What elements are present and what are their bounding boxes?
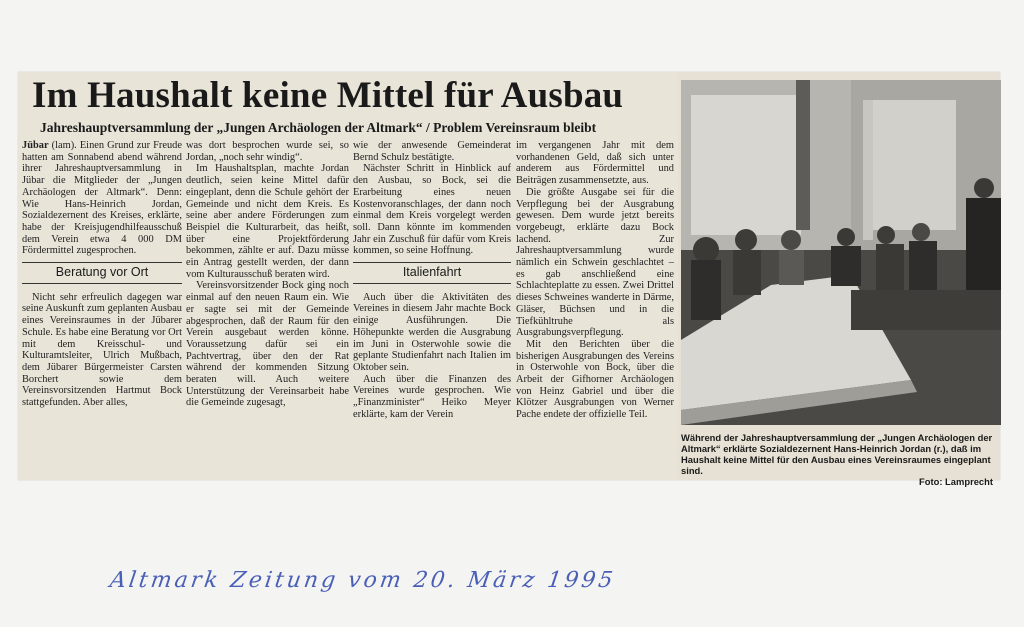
meeting-photo-drawing [681, 80, 1001, 425]
paragraph: im vergangenen Jahr mit dem vorhandenen Geld, daß sich unter anderem aus Fördermittel und Beiträgen zusammensetzte, aus. [516, 140, 674, 187]
photo-credit: Foto: Lamprecht [919, 476, 993, 487]
article-column-2 [186, 140, 349, 478]
paragraph: wie der anwesende Gemeinderat Bernd Schulz bestätigte. [353, 140, 511, 163]
paragraph: Mit den Berichten über die bisherigen Ausgrabungen des Vereins in Osterwohle von Bock, über die Arbeit der Gifhorner Archäologen von Heinz Gabriel und über die Klötzer Ausgrabungen von Werner Pache endete der offizielle Teil. [516, 338, 674, 421]
article-column-4 [516, 140, 674, 478]
article-column-1 [22, 140, 182, 478]
paragraph: Vereinsvorsitzender Bock ging noch einmal auf den neuen Raum ein. Wie er sagte sei mit der Gemeinde abgesprochen, daß der Raum für den Verein ausgebaut werden könne. Voraussetzung dafür sei ein Pachtvertrag, über den der Rat während der kommenden Sitzung beraten will. Auch weitere Unterstützung der Vereinsarbeit habe die Gemeinde zugesagt, [186, 280, 349, 409]
article-subheadline: Jahreshauptversammlung der „Jungen Archäologen der Altmark“ / Problem Vereinsraum bleibt [40, 120, 597, 135]
paragraph: Auch über die Finanzen des Vereines wurde gesprochen. Wie „Finanzminister“ Heiko Meyer erklärte, kam der Verein [353, 373, 511, 420]
handwritten-note: Altmark Zeitung vom 20. März 1995 [108, 568, 618, 593]
newspaper-clipping [18, 72, 1000, 487]
article-headline: Im Haushalt keine Mittel für Ausbau [32, 75, 624, 116]
paragraph: Die größte Ausgabe sei für die Verpflegung bei der Ausgrabung gewesen. Dem wurde jetzt bereits vorgebeugt, erklärte dazu Bock lachend. Zur Jahreshauptversammlung wurde nämlich ein Schwein geschlachtet – es gab anschließend eine Schlachteplatte zu essen. Zwei Drittel dieses Schweines wanderte in Därme, Gläser, Büchsen und in die Tiefkühltruhe als Ausgrabungsverpflegung. [516, 186, 674, 339]
paragraph: Nächster Schritt in Hinblick auf den Ausbau, so Bock, sei die Erarbeitung eines neuen Kostenvoranschlages, der dann noch einmal dem Kreis vorgelegt werden soll. Dann könnte im kommenden Jahr ein Zuschuß für dafür vom Kreis kommen, so seine Hoffnung. [353, 163, 511, 257]
meeting-photo [681, 80, 1001, 425]
section-heading: Beratung vor Ort [22, 262, 182, 284]
paragraph: Nicht sehr erfreulich dagegen war seine Auskunft zum geplanten Ausbau eines Vereinsraumes in der Jübarer Schule. Es habe eine Beratung vor Ort mit dem Kreisschul- und Kulturamtsleiter, Ulrich Mußbach, dem Jübarer Bürgermeister Carsten Borchert sowie dem Vereinsvorsitzenden Hartmut Bock stattgefunden. Aber alles, [22, 291, 182, 409]
photo-caption [681, 432, 997, 487]
article-column-3 [353, 140, 511, 478]
paragraph: Im Haushaltsplan, machte Jordan deutlich, seien keine Mittel dafür eingeplant, denn die Schule gehört der Gemeinde und nicht dem Kreis. Es seine aber andere Förderungen zum Beispiel die Kulturarbeit, das heißt, über eine Projektförderung bekommen, zählte er auf. Dazu müsse ein Antrag gestellt werden, der dann vom Kulturausschuß beraten wird. [186, 163, 349, 280]
section-heading: Italienfahrt [353, 262, 511, 284]
paragraph: (lam). Einen Grund zur Freude hatten am Sonnabend abend während ihrer Jahreshauptversammlung in Jübar die Mitglieder der „Jungen Archäologen der Altmark“. Denn: Wie Hans-Heinrich Jordan, Sozialdezernent des Kreises, erklärte, habe der Kreisjugendhilfeausschuß dem Verein etwa 4 000 DM Fördermittel zugesprochen. [22, 140, 182, 257]
caption-text: Während der Jahreshauptversammlung der „Jungen Archäologen der Altmark“ erklärte Sozialdezernent Hans-Heinrich Jordan (r.), daß im Haushalt keine Mittel für den Ausbau eines Vereinsraumes eingeplant sind. [681, 432, 993, 476]
paragraph: Auch über die Aktivitäten des Vereines in diesem Jahr machte Bock einige Ausführungen. Die Höhepunkte werden die Ausgrabung im Juni in Osterwohle sowie die geplante Studienfahrt nach Italien im Oktober sein. [353, 291, 511, 373]
paragraph: was dort besprochen wurde sei, so Jordan, „noch sehr windig“. [186, 140, 349, 163]
dateline: Jübar [22, 140, 49, 151]
